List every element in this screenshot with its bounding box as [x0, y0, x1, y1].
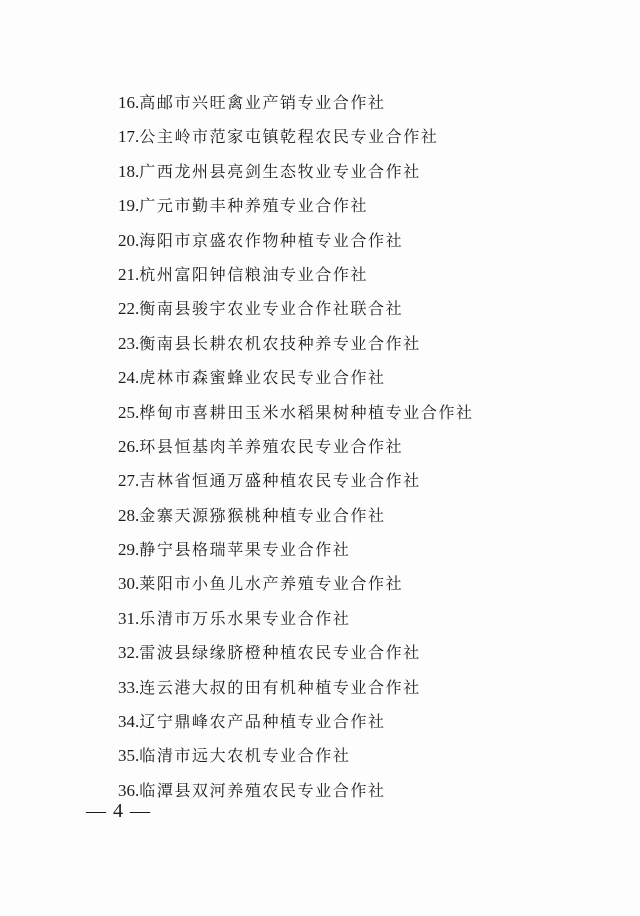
list-item — [118, 120, 474, 154]
list-item — [118, 705, 474, 739]
cooperative-name: 临清市远大农机专业合作社 — [139, 746, 351, 766]
cooperative-name: 静宁县格瑞苹果专业合作社 — [139, 540, 351, 560]
cooperative-name: 环县恒基肉羊养殖农民专业合作社 — [139, 436, 404, 456]
item-number: 23. — [118, 333, 140, 353]
item-number: 34. — [118, 712, 140, 732]
cooperative-name: 海阳市京盛农作物种植专业合作社 — [139, 230, 404, 250]
item-number: 35. — [118, 746, 140, 766]
item-number: 33. — [118, 677, 140, 697]
list-item — [118, 739, 474, 773]
list-item — [118, 602, 474, 636]
list-item — [118, 361, 474, 395]
cooperative-name: 虎林市森蜜蜂业农民专业合作社 — [139, 368, 386, 388]
list-item — [118, 533, 474, 567]
list-item — [118, 396, 474, 430]
item-number: 19. — [118, 196, 140, 216]
item-number: 17. — [118, 127, 140, 147]
item-number: 16. — [118, 93, 140, 112]
list-item — [118, 774, 474, 808]
cooperative-name: 雷波县绿缘脐橙种植农民专业合作社 — [139, 643, 421, 663]
cooperative-name: 高邮市兴旺禽业产销专业合作社 — [139, 93, 386, 112]
item-number: 36. — [118, 780, 140, 800]
list-item — [118, 258, 474, 292]
item-number: 18. — [118, 161, 140, 181]
list-item — [118, 671, 474, 705]
item-number: 24. — [118, 368, 140, 388]
cooperative-name: 广西龙州县亮剑生态牧业专业合作社 — [139, 161, 421, 181]
list-item — [118, 464, 474, 498]
list-item — [118, 86, 474, 120]
cooperative-name: 辽宁鼎峰农产品种植专业合作社 — [139, 712, 386, 732]
cooperative-list — [118, 86, 474, 808]
cooperative-name: 衡南县骏宇农业专业合作社联合社 — [139, 299, 404, 319]
list-item — [118, 499, 474, 533]
cooperative-name: 吉林省恒通万盛种植农民专业合作社 — [139, 471, 421, 491]
list-item — [118, 636, 474, 670]
list-item — [118, 292, 474, 326]
item-number: 25. — [118, 402, 140, 422]
item-number: 20. — [118, 230, 140, 250]
cooperative-name: 广元市勤丰种养殖专业合作社 — [139, 196, 369, 216]
list-item — [118, 327, 474, 361]
item-number: 28. — [118, 505, 140, 525]
list-item — [118, 189, 474, 223]
cooperative-name: 桦甸市喜耕田玉米水稻果树种植专业合作社 — [139, 402, 474, 422]
item-number: 27. — [118, 471, 140, 491]
item-number: 31. — [118, 608, 140, 628]
item-number: 30. — [118, 574, 140, 594]
cooperative-name: 临潭县双河养殖农民专业合作社 — [139, 780, 386, 800]
item-number: 21. — [118, 264, 140, 284]
cooperative-name: 公主岭市范家屯镇乾程农民专业合作社 — [139, 127, 439, 147]
cooperative-name: 杭州富阳钟信粮油专业合作社 — [139, 264, 369, 284]
cooperative-name: 金寨天源猕猴桃种植专业合作社 — [139, 505, 386, 525]
item-number: 22. — [118, 299, 140, 319]
cooperative-name: 莱阳市小鱼儿水产养殖专业合作社 — [139, 574, 404, 594]
cooperative-name: 连云港大叔的田有机种植专业合作社 — [139, 677, 421, 697]
list-item — [118, 567, 474, 601]
page-number: — 4 — — [86, 800, 151, 822]
item-number: 29. — [118, 540, 140, 560]
list-item — [118, 224, 474, 258]
item-number: 26. — [118, 436, 140, 456]
list-item — [118, 430, 474, 464]
cooperative-name: 衡南县长耕农机农技种养专业合作社 — [139, 333, 421, 353]
list-item — [118, 155, 474, 189]
item-number: 32. — [118, 643, 140, 663]
cooperative-name: 乐清市万乐水果专业合作社 — [139, 608, 351, 628]
